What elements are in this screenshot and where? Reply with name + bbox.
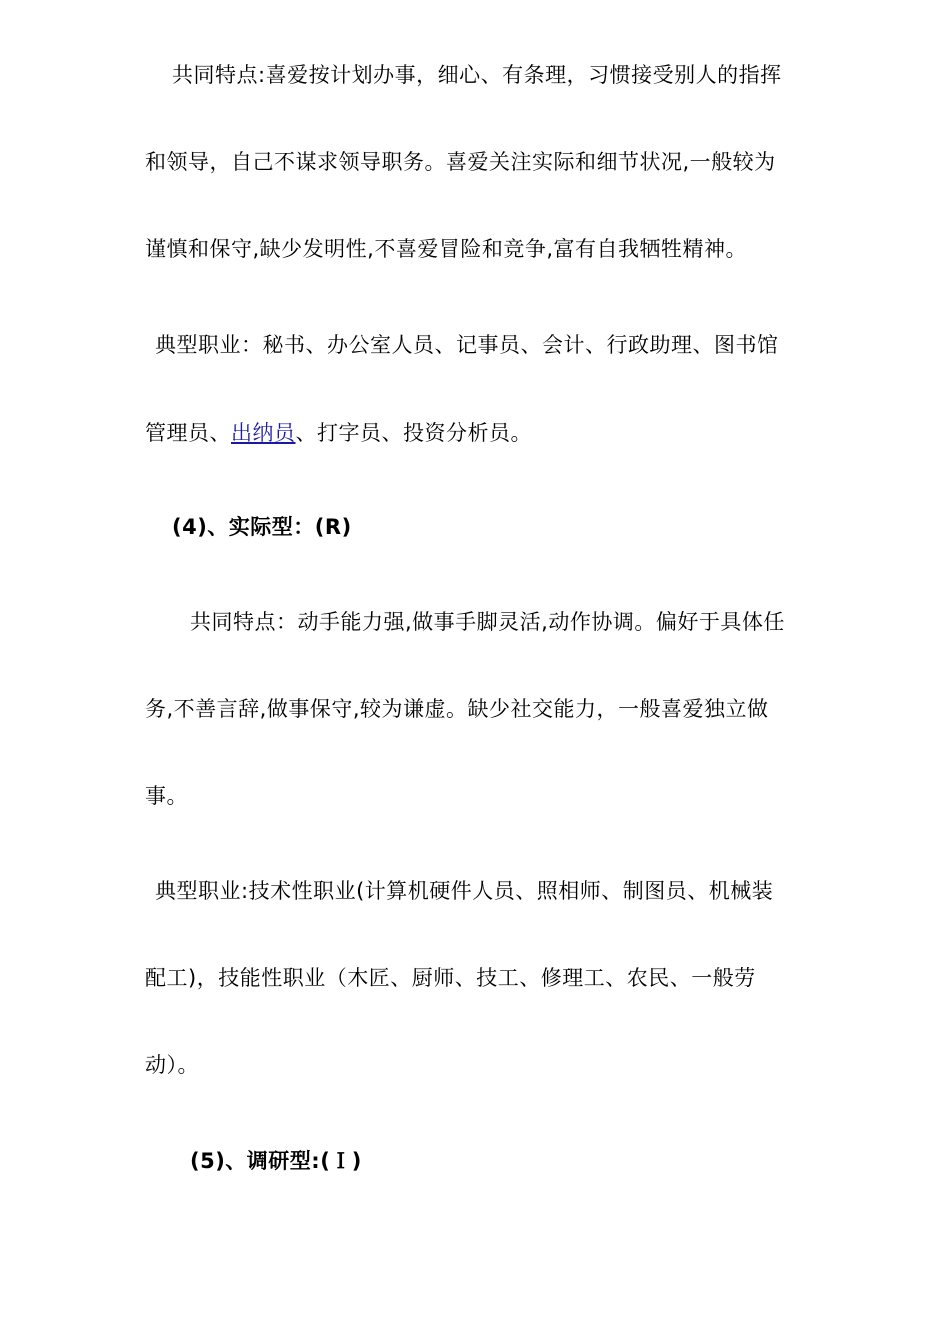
section-heading: (4)、实际型：(R) bbox=[172, 515, 352, 539]
paragraph-line: 共同特点：动手能力强,做事手脚灵活,动作协调。偏好于具体任 bbox=[190, 610, 785, 634]
paragraph-line: 典型职业:技术性职业(计算机硬件人员、照相师、制图员、机械装 bbox=[155, 879, 774, 903]
paragraph-line: 典型职业：秘书、办公室人员、记事员、会计、行政助理、图书馆 bbox=[155, 333, 779, 357]
paragraph-line: 务,不善言辞,做事保守,较为谦虚。缺少社交能力，一般喜爱独立做 bbox=[145, 697, 769, 721]
paragraph-line: 配工)，技能性职业（木匠、厨师、技工、修理工、农民、一般劳 bbox=[145, 966, 756, 990]
text-span: 管理员、 bbox=[145, 421, 231, 445]
paragraph-line: 谨慎和保守,缺少发明性,不喜爱冒险和竞争,富有自我牺牲精神。 bbox=[145, 237, 748, 261]
section-heading: (5)、调研型:(Ｉ) bbox=[190, 1149, 362, 1173]
cashier-link[interactable]: 出纳员 bbox=[231, 421, 296, 445]
paragraph-line bbox=[145, 418, 532, 448]
text-span: 、打字员、投资分析员。 bbox=[295, 421, 532, 445]
paragraph-line: 事。 bbox=[145, 784, 188, 808]
paragraph-line: 和领导，自己不谋求领导职务。喜爱关注实际和细节状况,一般较为 bbox=[145, 150, 776, 174]
paragraph-line: 动）。 bbox=[145, 1053, 199, 1077]
paragraph-line: 共同特点:喜爱按计划办事，细心、有条理，习惯接受别人的指挥 bbox=[172, 63, 782, 87]
